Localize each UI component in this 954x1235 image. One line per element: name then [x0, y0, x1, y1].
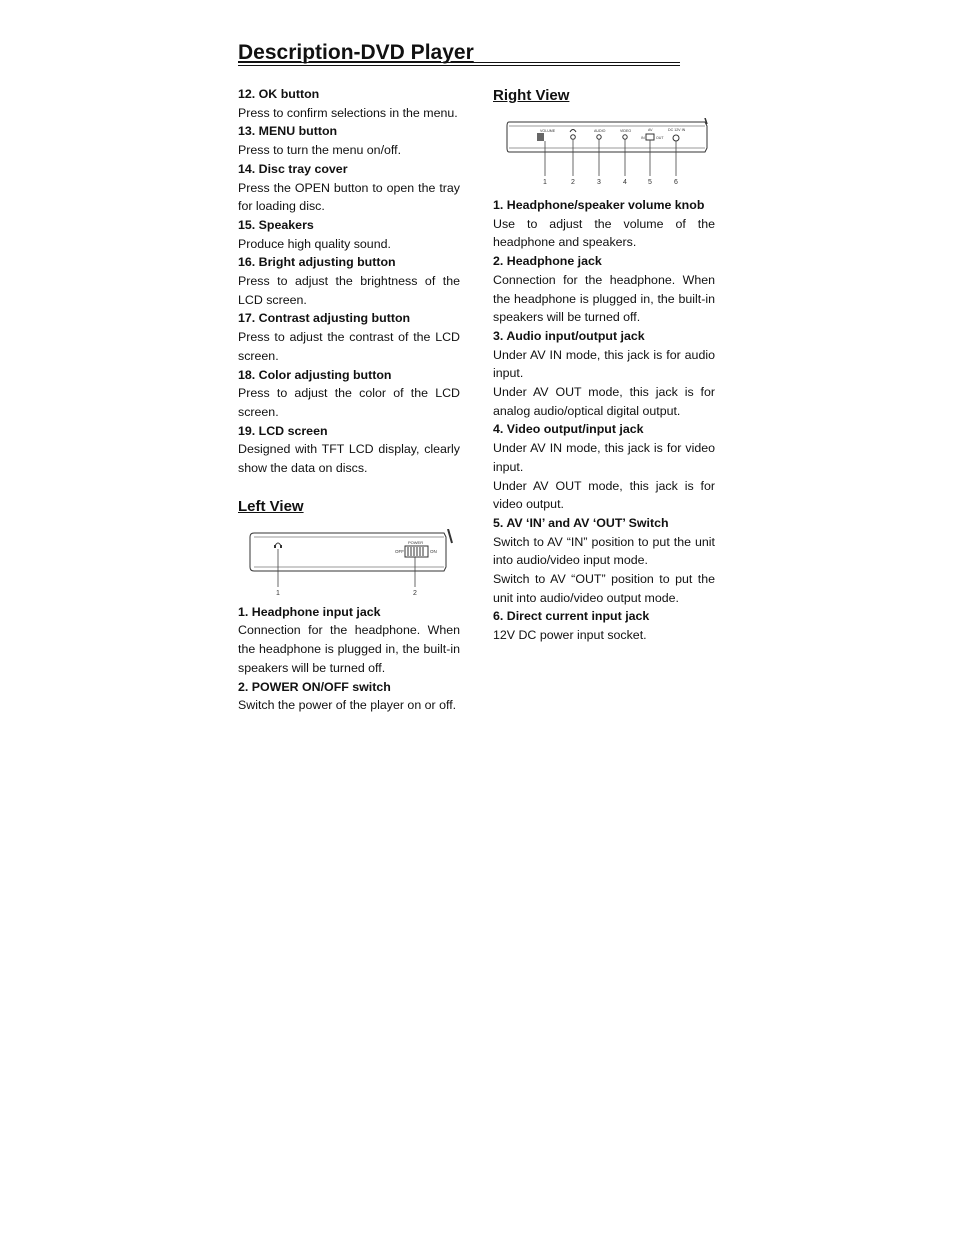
port-label-dc: DC 12V IN [668, 128, 686, 132]
switch-label-off: OFF [395, 548, 404, 554]
callout-5: 5 [648, 179, 652, 186]
callout-4: 4 [623, 179, 627, 186]
item-heading-audio-jack: 3. Audio input/output jack [493, 328, 645, 343]
item-heading-headphone-jack: 2. Headphone jack [493, 254, 602, 269]
item-heading-video-jack: 4. Video output/input jack [493, 422, 644, 437]
item-text-dc-input-jack: 12V DC power input socket. [493, 628, 647, 643]
item-heading-power-switch: 2. POWER ON/OFF switch [238, 679, 391, 694]
item-heading-bright-button: 16. Bright adjusting button [238, 255, 396, 270]
callout-1: 1 [543, 179, 547, 186]
switch-label-on: ON [430, 548, 437, 554]
av-switch-icon [646, 134, 654, 140]
port-label-video: VIDEO [620, 129, 632, 133]
port-label-out: OUT [656, 136, 664, 140]
item-text-bright-button: Press to adjust the brightness of the LCD screen. [238, 274, 460, 307]
left-column [238, 85, 460, 715]
port-label-in: IN [641, 136, 645, 140]
item-text-color-button: Press to adjust the color of the LCD screen. [238, 386, 460, 419]
title-double-rule [238, 62, 680, 66]
item-heading-color-button: 18. Color adjusting button [238, 367, 392, 382]
headphone-port-icon [274, 543, 282, 548]
power-switch-icon [405, 546, 428, 557]
audio-jack-icon [597, 135, 601, 139]
video-jack-icon [623, 135, 627, 139]
item-heading-volume-knob: 1. Headphone/speaker volume knob [493, 198, 705, 212]
item-text-headphone-jack: Connection for the headphone. When the headphone is plugged in, the built-in speakers will be turned off. [493, 272, 715, 325]
item-text-ok-button: Press to confirm selections in the menu. [238, 105, 458, 120]
port-label-av: AV [648, 128, 653, 132]
item-text-video-jack-out: Under AV OUT mode, this jack is for video output. [493, 478, 715, 512]
item-text-headphone-input-jack: Connection for the headphone. When the headphone is plugged in, the built-in speakers will be turned off. [238, 623, 460, 675]
right-view-device-diagram [505, 118, 710, 188]
right-column [493, 85, 715, 645]
volume-knob-icon [537, 133, 544, 141]
item-text-av-switch-out: Switch to AV “OUT” position to put the unit into audio/video output mode. [493, 572, 715, 605]
callout-6: 6 [674, 179, 678, 186]
item-heading-contrast-button: 17. Contrast adjusting button [238, 311, 411, 326]
item-text-speakers: Produce high quality sound. [238, 236, 391, 251]
port-label-audio: AUDIO [594, 129, 606, 133]
callout-1: 1 [276, 589, 280, 595]
port-label-volume: VOLUME [540, 129, 556, 133]
left-view-heading: Left View [238, 497, 304, 515]
item-text-audio-jack-out: Under AV OUT mode, this jack is for analog audio/optical digital output. [493, 385, 715, 418]
item-text-contrast-button: Press to adjust the contrast of the LCD screen. [238, 330, 460, 363]
item-text-video-jack-in: Under AV IN mode, this jack is for video input. [493, 441, 715, 474]
item-text-power-switch: Switch the power of the player on or off. [238, 698, 457, 713]
item-text-lcd-screen: Designed with TFT LCD display, clearly show the data on discs. [238, 442, 460, 476]
callout-3: 3 [597, 179, 601, 186]
headphone-jack-icon [570, 130, 576, 140]
left-view-device-diagram [248, 529, 453, 595]
callout-2: 2 [571, 179, 575, 186]
item-heading-lcd-screen: 19. LCD screen [238, 423, 328, 438]
item-heading-menu-button: 13. MENU button [238, 124, 338, 139]
item-heading-disc-tray-cover: 14. Disc tray cover [238, 161, 348, 176]
item-heading-av-switch: 5. AV ‘IN’ and AV ‘OUT’ Switch [493, 515, 669, 530]
page-title: Description-DVD Player [238, 41, 474, 64]
item-heading-speakers: 15. Speakers [238, 217, 314, 232]
item-text-audio-jack-in: Under AV IN mode, this jack is for audio input. [493, 347, 715, 381]
item-heading-dc-input-jack: 6. Direct current input jack [493, 609, 650, 624]
callout-2: 2 [413, 589, 417, 595]
item-text-av-switch-in: Switch to AV “IN” position to put the unit into audio/video input mode. [493, 534, 715, 568]
item-heading-ok-button: 12. OK button [238, 87, 320, 101]
item-text-volume-knob: Use to adjust the volume of the headphone and speakers. [493, 216, 715, 250]
dc-jack-icon [673, 135, 679, 141]
item-text-menu-button: Press to turn the menu on/off. [238, 143, 402, 158]
item-heading-headphone-input-jack: 1. Headphone input jack [238, 604, 381, 619]
switch-label-power: POWER [408, 539, 424, 545]
right-view-heading: Right View [493, 87, 570, 104]
item-text-disc-tray-cover: Press the OPEN button to open the tray for loading disc. [238, 180, 460, 214]
